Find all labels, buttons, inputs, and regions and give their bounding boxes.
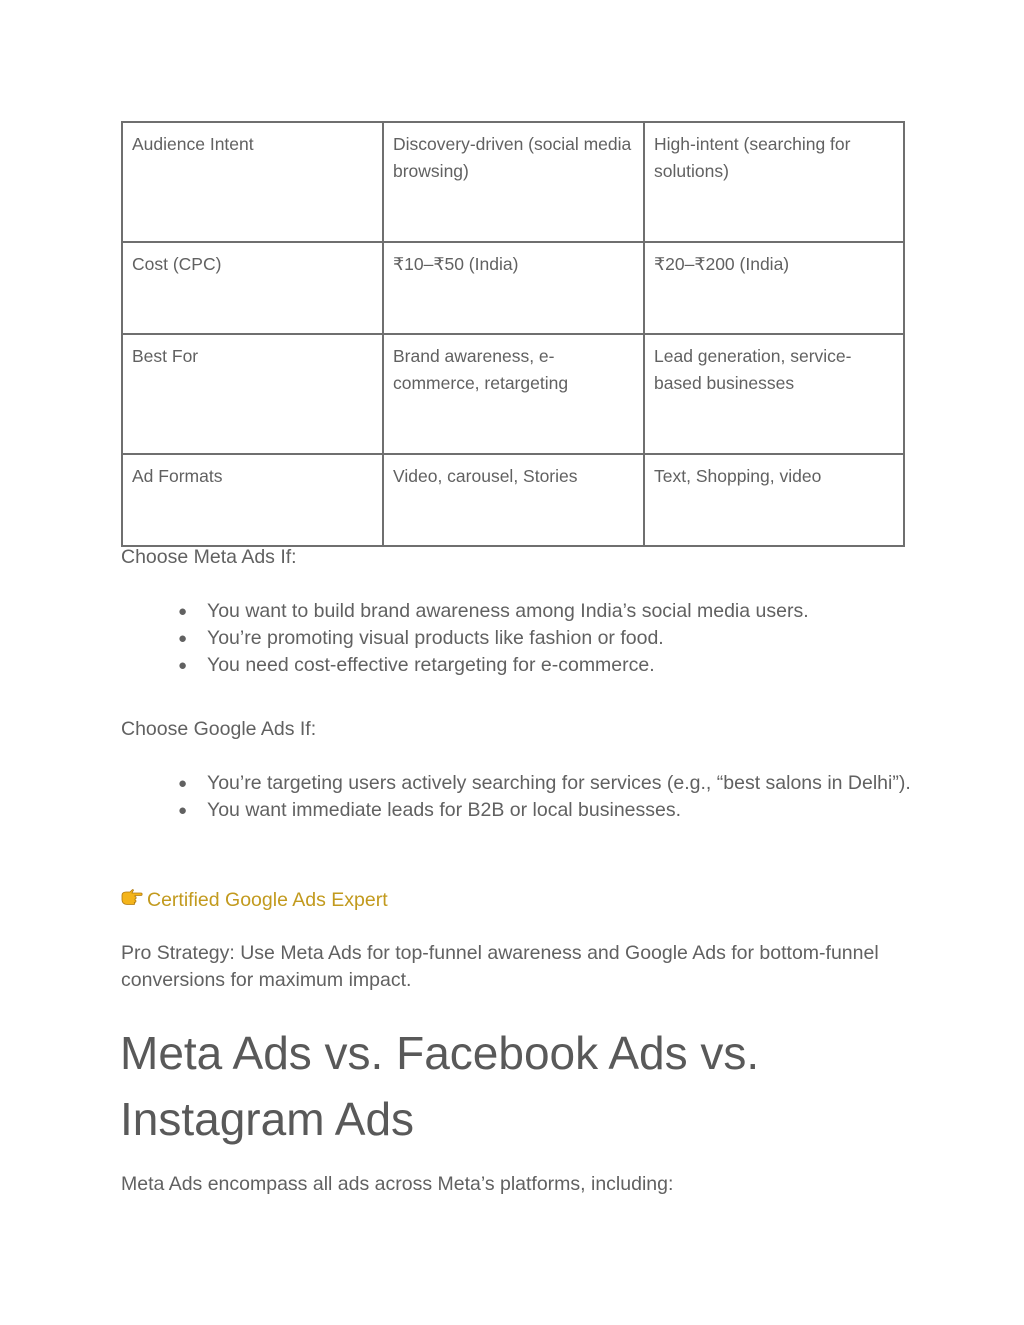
bullet-icon: ● [178, 630, 188, 647]
table-cell [644, 122, 904, 242]
pointing-hand-icon [121, 887, 147, 914]
cell-text: ₹20–₹200 (India) [654, 254, 790, 274]
cell-text: Text, Shopping, video [654, 466, 822, 486]
list-item [121, 652, 911, 679]
table-cell [122, 122, 383, 242]
list-item [121, 770, 911, 797]
cell-text: Brand awareness, e-commerce, retargeting [393, 346, 569, 393]
cell-text: Lead generation, service-based businesses [654, 346, 852, 393]
table-cell [383, 454, 644, 546]
table-row [122, 454, 904, 546]
table-cell [383, 122, 644, 242]
meta-section-heading: Choose Meta Ads If: [121, 546, 297, 568]
list-item [121, 797, 911, 824]
meta-bullet-list [121, 598, 911, 679]
list-item-text: You want immediate leads for B2B or local businesses. [207, 799, 682, 821]
link-text[interactable]: Certified Google Ads Expert [147, 889, 388, 911]
pro-strategy-paragraph: Pro Strategy: Use Meta Ads for top-funnel awareness and Google Ads for bottom-funnel conversions for maximum impact. [121, 942, 879, 991]
comparison-table [121, 121, 905, 547]
list-item [121, 625, 911, 652]
bullet-icon: ● [178, 603, 188, 620]
list-item [121, 598, 911, 625]
table-cell [644, 334, 904, 454]
list-item-text: You want to build brand awareness among India’s social media users. [207, 600, 809, 622]
cell-text: ₹10–₹50 (India) [393, 254, 519, 274]
table-cell [644, 242, 904, 334]
table-cell [122, 454, 383, 546]
cell-text: Audience Intent [132, 134, 254, 154]
cell-text: Ad Formats [132, 466, 223, 486]
table-row [122, 334, 904, 454]
cell-text: Discovery-driven (social media browsing) [393, 134, 632, 181]
certified-google-ads-link[interactable] [121, 887, 388, 914]
google-section-heading: Choose Google Ads If: [121, 718, 317, 740]
cell-text: Best For [132, 346, 199, 366]
list-item-text: You’re targeting users actively searching for services (e.g., “best salons in Delhi”). [207, 772, 911, 794]
list-item-text: You need cost-effective retargeting for e-commerce. [207, 654, 655, 676]
bullet-icon: ● [178, 775, 188, 792]
cell-text: Video, carousel, Stories [393, 466, 578, 486]
bullet-icon: ● [178, 802, 188, 819]
cell-text: High-intent (searching for solutions) [654, 134, 851, 181]
google-bullet-list [121, 770, 911, 824]
table-cell [383, 242, 644, 334]
table-cell [122, 242, 383, 334]
list-item-text: You’re promoting visual products like fashion or food. [207, 627, 664, 649]
page-heading: Meta Ads vs. Facebook Ads vs. Instagram Ads [120, 1027, 760, 1145]
table-row [122, 122, 904, 242]
cell-text: Cost (CPC) [132, 254, 222, 274]
table-cell [644, 454, 904, 546]
closing-paragraph: Meta Ads encompass all ads across Meta’s platforms, including: [121, 1173, 674, 1195]
table-row [122, 242, 904, 334]
table-cell [383, 334, 644, 454]
table-cell [122, 334, 383, 454]
bullet-icon: ● [178, 657, 188, 674]
